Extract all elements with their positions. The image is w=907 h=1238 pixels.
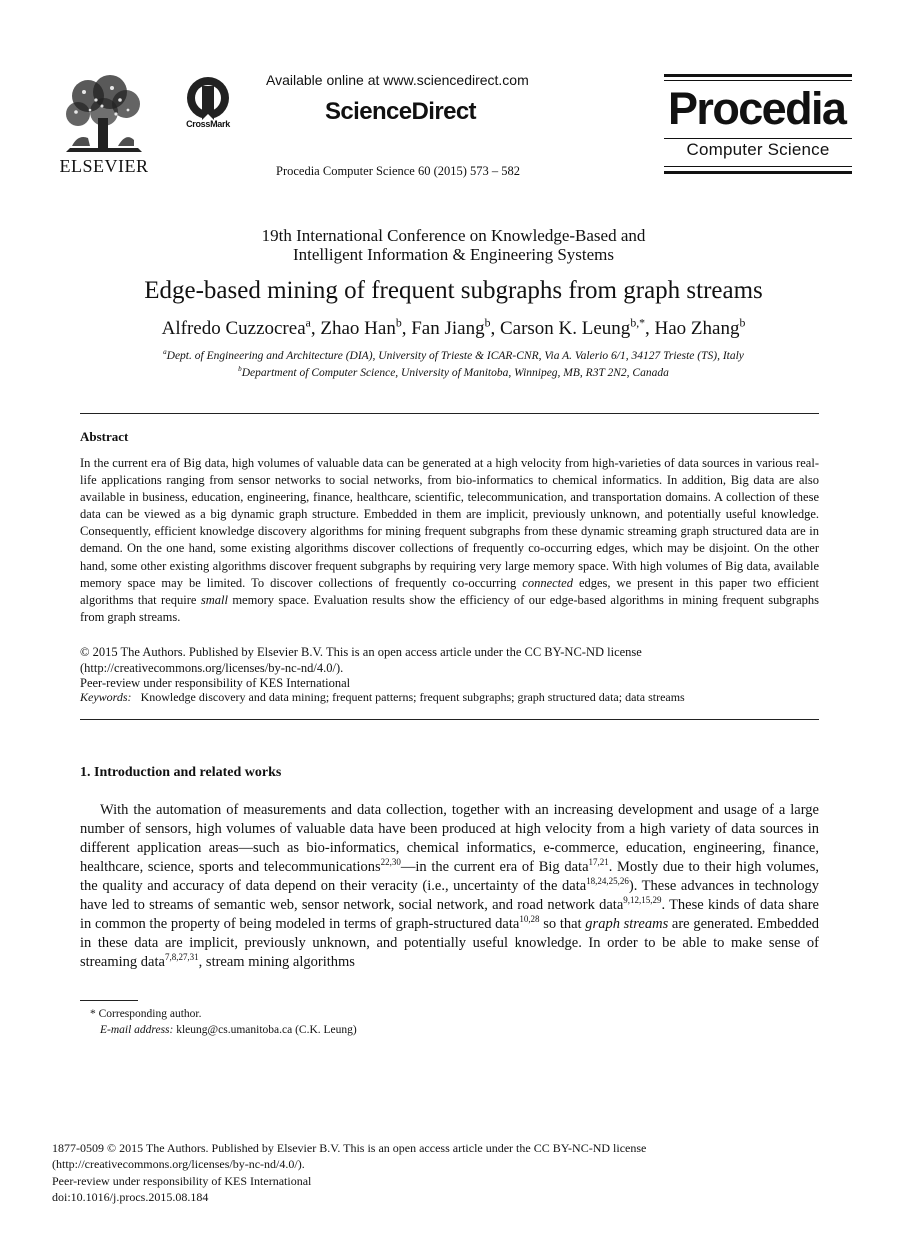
- paper-title: Edge-based mining of frequent subgraphs from graph streams: [144, 277, 763, 304]
- body-text: . These kinds of data share in common the property of being modeled in terms of graph-structured data: [80, 897, 819, 932]
- peer-review-notice: Peer-review under responsibility of KES International: [80, 676, 351, 690]
- abstract-emphasis: connected: [522, 575, 573, 590]
- logo-rule-bottom-thin: [664, 166, 852, 167]
- citation[interactable]: 10,28: [519, 914, 540, 925]
- abstract-text: edges, we present in this paper two efficient algorithms that require: [80, 575, 819, 607]
- body-text: —in the current era of Big data: [400, 859, 589, 875]
- procedia-subtitle: Computer Science: [686, 140, 830, 159]
- citation[interactable]: 18,24,25,26: [586, 876, 629, 887]
- citation[interactable]: 17,21: [588, 857, 609, 868]
- conference-line-1: 19th International Conference on Knowledge-Based and: [261, 226, 646, 245]
- author-name: Carson K. Leung: [499, 318, 631, 339]
- available-online-text: Available online at www.sciencedirect.com: [266, 72, 529, 88]
- procedia-journal-logo: [664, 74, 852, 174]
- bottom-peer-review: Peer-review under responsibility of KES International: [52, 1174, 312, 1188]
- author-separator: ,: [310, 318, 321, 339]
- doi[interactable]: doi:10.1016/j.procs.2015.08.184: [52, 1190, 209, 1204]
- body-text: are generated. Embedded in these data are implicit, previously unknown, and potentially useful knowledge. In order to be able to make sense of streaming data: [80, 916, 820, 970]
- bottom-license-link[interactable]: (http://creativecommons.org/licenses/by-nc-nd/4.0/).: [52, 1157, 305, 1171]
- procedia-word: Procedia: [668, 83, 846, 134]
- body-text: ). These advances in technology have led to streams of semantic web, sensor network, social network, and road network data: [80, 878, 819, 913]
- affiliation-text: Dept. of Engineering and Architecture (DIA), University of Trieste & ICAR-CNR, Via A. Valerio 6/1, 34127 Trieste (TS), Italy: [166, 350, 744, 362]
- affiliation-b: [0, 367, 907, 379]
- logo-rule-top-thin: [664, 80, 852, 81]
- journal-reference: Procedia Computer Science 60 (2015) 573 – 582: [276, 164, 521, 178]
- affiliation-a: [0, 350, 907, 362]
- author-name: Zhao Han: [320, 318, 396, 339]
- affiliation-mark: b: [238, 365, 242, 374]
- author-mark: b: [484, 316, 491, 330]
- author-mark: a: [305, 316, 311, 330]
- sciencedirect-logo[interactable]: ScienceDirect: [325, 98, 476, 125]
- conference-line-2: Intelligent Information & Engineering Systems: [292, 245, 615, 264]
- author-mark: b: [739, 316, 746, 330]
- keywords-text: Knowledge discovery and data mining; frequent patterns; frequent subgraphs; graph structured data; data streams: [140, 690, 685, 704]
- citation[interactable]: 22,30: [380, 857, 401, 868]
- body-text: so that: [539, 916, 586, 932]
- copyright-notice: © 2015 The Authors. Published by Elsevier B.V. This is an open access article under the CC BY-NC-ND license: [80, 645, 642, 659]
- author-separator: ,: [645, 318, 655, 339]
- body-emphasis: graph streams: [585, 916, 669, 932]
- abstract-bottom-rule: [80, 719, 819, 720]
- footnote-email: [100, 1024, 357, 1036]
- body-text: . Mostly due to their high volumes, the quality and accuracy of data depend on their veracity (i.e., uncertainty of the data: [80, 859, 819, 894]
- author-mark: b,*: [630, 316, 646, 330]
- author-name: Alfredo Cuzzocrea: [161, 318, 306, 339]
- keywords-label: Keywords:: [80, 690, 132, 704]
- author-name: Hao Zhang: [654, 318, 740, 339]
- author-mark: b: [395, 316, 402, 330]
- author-list: [0, 318, 907, 340]
- footnote-corresponding: * Corresponding author.: [90, 1008, 202, 1020]
- author-separator: ,: [401, 318, 412, 339]
- abstract-text: memory space. Evaluation results show the efficiency of our edge-based algorithms in mining frequent subgraphs from graph streams.: [80, 592, 819, 624]
- abstract-body: [80, 455, 819, 626]
- author-separator: ,: [490, 318, 500, 339]
- logo-rule-middle: [664, 138, 852, 139]
- abstract-heading: Abstract: [80, 429, 129, 444]
- citation[interactable]: 7,8,27,31: [164, 952, 199, 963]
- abstract-top-rule: [80, 413, 819, 414]
- section-heading: 1. Introduction and related works: [80, 765, 282, 780]
- elsevier-wordmark: ELSEVIER: [59, 156, 149, 176]
- intro-paragraph: [80, 801, 819, 972]
- footnote-rule: [80, 1000, 138, 1001]
- keywords: [80, 690, 685, 705]
- logo-rule-bottom: [664, 171, 852, 174]
- citation[interactable]: 9,12,15,29: [623, 895, 662, 906]
- abstract-text: In the current era of Big data, high volumes of valuable data can be generated at a high velocity from high-varieties of data sources in various real-life applications ranging from sensor networks to social networks, from bio-informatics to chemical informatics. In addition, Big data are also available in business, education, engineering, finance, healthcare, scientific, telecommunication, and transportation domains. A collection of these data can be viewed as a big dynamic graph structure. Embedded in them are implicit, previously unknown, and potentially useful knowledge. Consequently, efficient knowledge discovery algorithms for mining frequent subgraphs from these dynamic streaming graph structured data are in demand. On the one hand, some existing algorithms discover collections of frequently co-occurring edges, which may be disjoint. On the other hand, some other existing algorithms discover frequent subgraphs by requiring very large memory space. With high volumes of Big data, available memory space may be limited. To discover collections of frequently co-occurring: [80, 456, 819, 590]
- body-text: With the automation of measurements and data collection, together with an increasing development and usage of a large number of sensors, high volumes of valuable data have been produced at high velocity from a high variety of data sources in different application areas—such as bio-informatics, chemical informatics, e-commerce, education, engineering, finance, healthcare, science, sports and telecommunications: [80, 802, 819, 875]
- author-name: Fan Jiang: [411, 318, 485, 339]
- email-address[interactable]: kleung@cs.umanitoba.ca (C.K. Leung): [173, 1024, 357, 1036]
- crossmark-label: CrossMark: [186, 119, 230, 129]
- affiliation-text: Department of Computer Science, University of Manitoba, Winnipeg, MB, R3T 2N2, Canada: [241, 367, 669, 379]
- logo-rule-top: [664, 74, 852, 77]
- issn-license-line: 1877-0509 © 2015 The Authors. Published by Elsevier B.V. This is an open access article under the CC BY-NC-ND license: [52, 1141, 647, 1155]
- affiliation-mark: a: [163, 348, 167, 357]
- body-text: , stream mining algorithms: [198, 954, 355, 970]
- license-link[interactable]: (http://creativecommons.org/licenses/by-nc-nd/4.0/).: [80, 661, 344, 675]
- abstract-emphasis: small: [200, 592, 228, 607]
- email-label: E-mail address:: [100, 1024, 174, 1036]
